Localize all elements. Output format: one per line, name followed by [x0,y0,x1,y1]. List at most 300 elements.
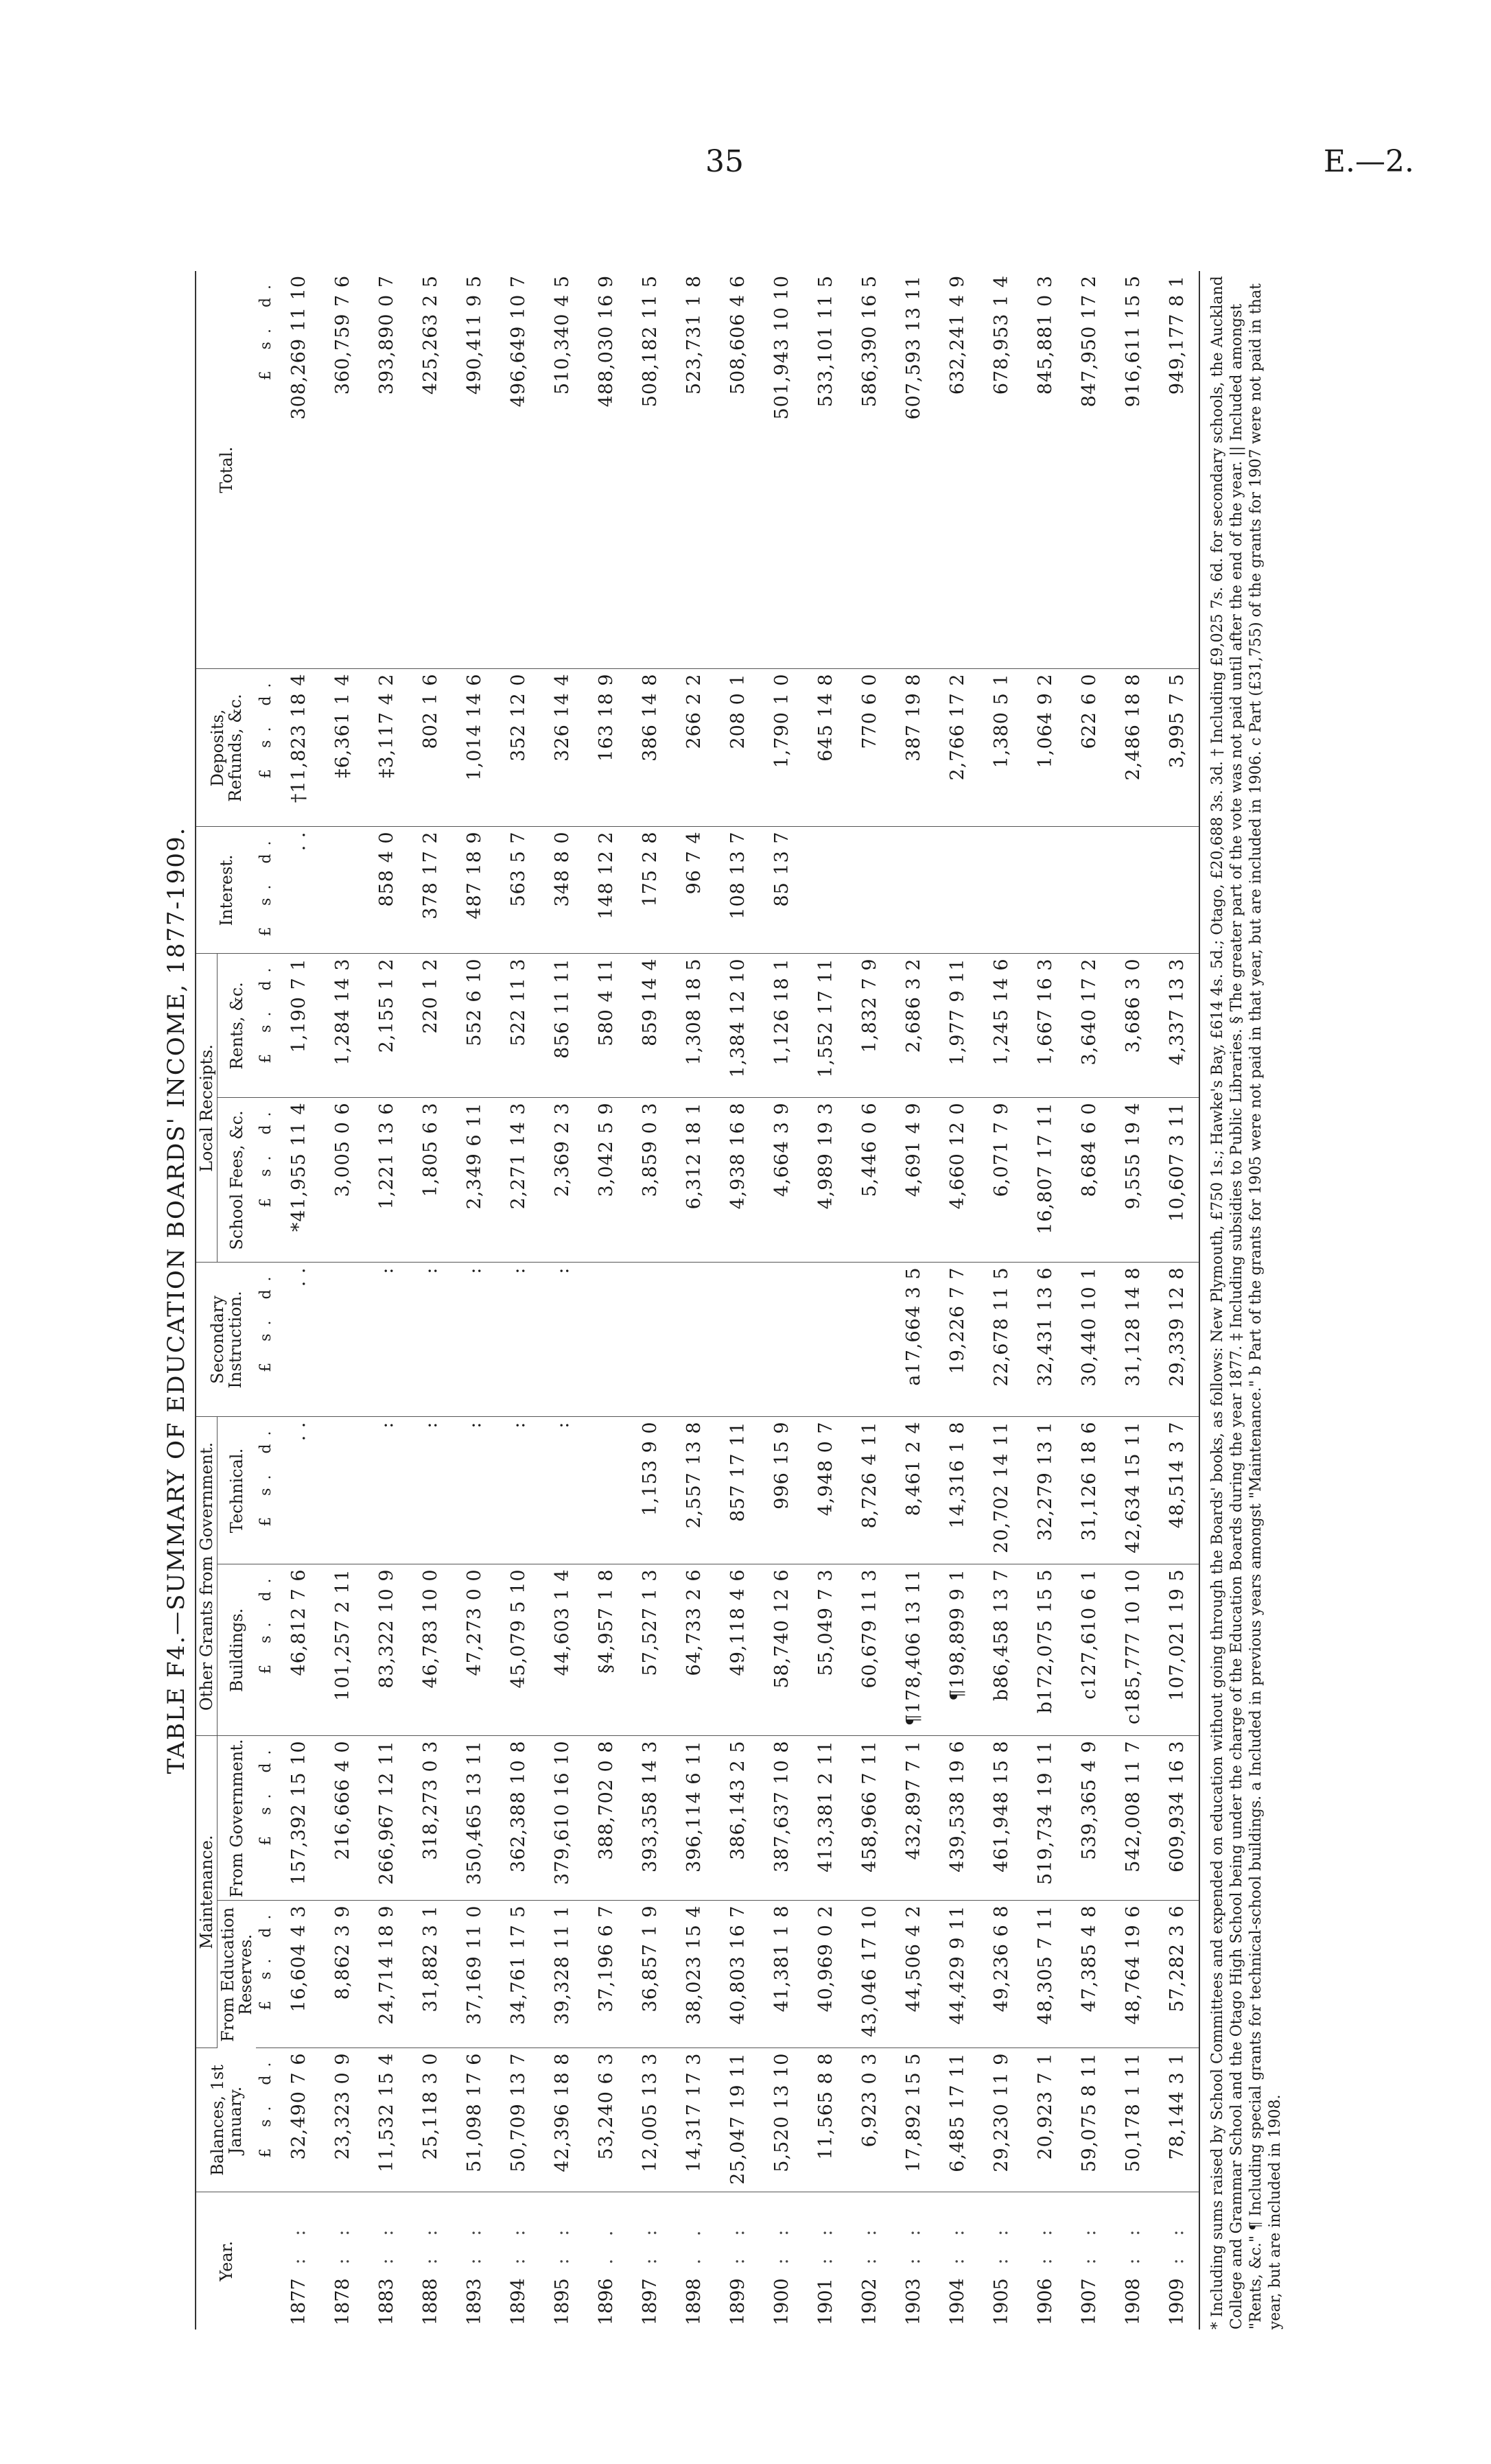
total-cell: 607,593 13 11 [891,271,935,669]
year-cell [540,2192,584,2330]
reserves-cell: 40,969 0 2 [803,1901,847,2048]
year-label: 1904 [946,2278,968,2325]
deposits-cell: 622 6 0 [1067,669,1111,827]
table-row [847,271,891,2330]
header-local-receipts: Local Receipts. [196,954,218,1263]
total-cell: 510,340 4 5 [540,271,584,669]
page-number: 35 [705,144,744,179]
secondary-cell [847,1263,891,1417]
balances-cell: 78,144 3 1 [1155,2048,1199,2192]
technical-cell: 996 15 9 [760,1417,803,1564]
table-row [277,271,320,2330]
deposits-cell: 1,014 14 6 [452,669,496,827]
header-total: Total. [196,271,256,669]
table-row [496,271,540,2330]
rents-cell: 552 6 10 [452,954,496,1098]
interest-cell [1023,827,1067,954]
year-label: 1908 [1122,2278,1144,2325]
buildings-cell: 49,118 4 6 [716,1564,760,1736]
fees-cell: 16,807 17 11 [1023,1098,1067,1263]
total-cell: 508,182 11 5 [628,271,672,669]
technical-cell: 4,948 0 7 [803,1417,847,1564]
deposits-cell: 163 18 9 [584,669,628,827]
table-row [540,271,584,2330]
table-row [979,271,1023,2330]
deposits-cell: 3,995 7 5 [1155,669,1199,827]
secondary-cell [628,1263,672,1417]
total-cell: 847,950 17 2 [1067,271,1111,669]
leader-dots: : : [331,2221,353,2265]
interest-cell [1155,827,1199,954]
fees-cell: 4,691 4 9 [891,1098,935,1263]
leader-dots: : : [375,2221,397,2265]
technical-cell: : [540,1417,584,1564]
table-row [628,271,672,2330]
header-secondary: Secondary Instruction. [196,1263,256,1417]
government-cell: 386,143 2 5 [716,1736,760,1901]
government-cell: 439,538 19 6 [935,1736,979,1901]
fees-cell: 4,938 16 8 [716,1098,760,1263]
reserves-cell: 39,328 11 1 [540,1901,584,2048]
technical-cell: 14,316 1 8 [935,1417,979,1564]
header-buildings: Buildings. [218,1564,257,1736]
balances-cell: 53,240 6 3 [584,2048,628,2192]
year-cell [1111,2192,1155,2330]
deposits-cell: 2,486 18 8 [1111,669,1155,827]
year-label: 1897 [639,2278,661,2325]
government-cell: 387,637 10 8 [760,1736,803,1901]
secondary-cell: 30,440 10 1 [1067,1263,1111,1417]
technical-cell [320,1417,364,1564]
header-school-fees: School Fees, &c. [218,1098,257,1263]
table-row [716,271,760,2330]
balances-cell: 42,396 18 8 [540,2048,584,2192]
buildings-cell: 60,679 11 3 [847,1564,891,1736]
balances-cell: 51,098 17 6 [452,2048,496,2192]
rents-cell: 522 11 3 [496,954,540,1098]
government-cell: 461,948 15 8 [979,1736,1023,1901]
leader-dots: : : [727,2221,749,2265]
table-row [935,271,979,2330]
deposits-cell: 1,380 5 1 [979,669,1023,827]
year-cell [584,2192,628,2330]
buildings-cell: 101,257 2 11 [320,1564,364,1736]
header-other-grants: Other Grants from Government. [196,1417,218,1736]
rents-cell: 856 11 11 [540,954,584,1098]
rents-cell: 2,686 3 2 [891,954,935,1098]
reserves-cell: 8,862 3 9 [320,1901,364,2048]
leader-dots: : : [946,2221,968,2265]
interest-cell [320,827,364,954]
year-cell [979,2192,1023,2330]
rents-cell: 1,190 7 1 [277,954,320,1098]
deposits-cell: 387 19 8 [891,669,935,827]
reserves-cell: 37,169 11 0 [452,1901,496,2048]
reserves-cell: 16,604 4 3 [277,1901,320,2048]
technical-cell: 8,461 2 4 [891,1417,935,1564]
reserves-cell: 48,764 19 6 [1111,1901,1155,2048]
fees-cell: 6,312 18 1 [672,1098,716,1263]
leader-dots: : : [1034,2221,1056,2265]
buildings-cell: 47,273 0 0 [452,1564,496,1736]
buildings-cell: ¶198,899 9 1 [935,1564,979,1736]
table-row [891,271,935,2330]
fees-cell: 6,071 7 9 [979,1098,1023,1263]
fees-cell: 1,805 6 3 [408,1098,452,1263]
buildings-cell: 44,603 1 4 [540,1564,584,1736]
header-from-government: From Government. [218,1736,257,1901]
government-cell: 379,610 16 10 [540,1736,584,1901]
reserves-cell: 43,046 17 10 [847,1901,891,2048]
rents-cell: 1,977 9 11 [935,954,979,1098]
reserves-cell: 49,236 6 8 [979,1901,1023,2048]
balances-cell: 50,178 1 11 [1111,2048,1155,2192]
buildings-cell: 57,527 1 3 [628,1564,672,1736]
leader-dots: : : [858,2221,880,2265]
leader-dots: : : [463,2221,485,2265]
interest-cell [935,827,979,954]
fees-cell: 10,607 3 11 [1155,1098,1199,1263]
government-cell: 432,897 7 1 [891,1736,935,1901]
government-cell: 318,273 0 3 [408,1736,452,1901]
government-cell: 216,666 4 0 [320,1736,364,1901]
deposits-cell: 208 0 1 [716,669,760,827]
reserves-cell: 24,714 18 9 [364,1901,408,2048]
technical-cell: : [452,1417,496,1564]
document-reference: E.—2. [1323,144,1414,179]
interest-cell [847,827,891,954]
year-cell [891,2192,935,2330]
total-cell: 308,269 11 10 [277,271,320,669]
footnotes: * Including sums raised by School Committees and expended on education without going through the Boards' books, as follows: New Plymouth, £750 1s.; Hawke's Bay, £614 4s. 5d.; Otago, £20,688 3s. 3d. † Including £9,025 7s. 6d. for secondary schools, the Auckland College and Grammar School and the Otago High School being under the charge of the Education Boards during the year 1877. ‡ Including subsidies to Public Libraries. § The greater part of the vote was not paid until after the end of the year. || Included amongst "Rents, &c." ¶ Including special grants for technical-school buildings. a Included in previous years amongst "Maintenance." b Part of the grants for 1905 were not paid in that year, but are included in 1906. c Part (£31,755) of the grants for 1907 were not paid in that year, but are included in 1908. [1209,276,1284,2330]
reserves-cell: 57,282 3 6 [1155,1901,1199,2048]
interest-cell [1111,827,1155,954]
buildings-cell: 58,740 12 6 [760,1564,803,1736]
fees-cell: 9,555 19 4 [1111,1098,1155,1263]
reserves-cell: 44,429 9 11 [935,1901,979,2048]
interest-cell: 487 18 9 [452,827,496,954]
government-cell: 413,381 2 11 [803,1736,847,1901]
reserves-cell: 40,803 16 7 [716,1901,760,2048]
buildings-cell: 107,021 19 5 [1155,1564,1199,1736]
secondary-cell: 19,226 7 7 [935,1263,979,1417]
fees-cell: 4,989 19 3 [803,1098,847,1263]
reserves-cell: 41,381 1 8 [760,1901,803,2048]
table-body [277,271,1199,2330]
reserves-cell: 44,506 4 2 [891,1901,935,2048]
year-label: 1899 [727,2278,749,2325]
total-cell: 632,241 4 9 [935,271,979,669]
unit-label: £ s. d. [256,1564,277,1736]
deposits-cell: 1,790 1 0 [760,669,803,827]
year-label: 1878 [331,2278,353,2325]
reserves-cell: 31,882 3 1 [408,1901,452,2048]
rents-cell: 3,686 3 0 [1111,954,1155,1098]
rents-cell: 1,832 7 9 [847,954,891,1098]
secondary-cell: 22,678 11 5 [979,1263,1023,1417]
deposits-cell: ‡3,117 4 2 [364,669,408,827]
balances-cell: 29,230 11 9 [979,2048,1023,2192]
reserves-cell: 47,385 4 8 [1067,1901,1111,2048]
interest-cell: 378 17 2 [408,827,452,954]
rents-cell: 1,308 18 5 [672,954,716,1098]
secondary-cell: . . [277,1263,320,1417]
rents-cell: 1,384 12 10 [716,954,760,1098]
total-cell: 523,731 1 8 [672,271,716,669]
fees-cell: 1,221 13 6 [364,1098,408,1263]
leader-dots: : : [814,2221,836,2265]
secondary-cell: : [364,1263,408,1417]
leader-dots: . . [683,2222,705,2265]
leader-dots: : : [1078,2221,1100,2265]
header-year: Year. [196,2192,256,2330]
rents-cell: 1,126 18 1 [760,954,803,1098]
secondary-cell: 32,431 13 6 [1023,1263,1067,1417]
fees-cell: *41,955 11 4 [277,1098,320,1263]
interest-cell: 96 7 4 [672,827,716,954]
table-row [1023,271,1067,2330]
fees-cell: 5,446 0 6 [847,1098,891,1263]
year-label: 1895 [551,2278,573,2325]
year-label: 1901 [814,2278,836,2325]
buildings-cell: b86,458 13 7 [979,1564,1023,1736]
government-cell: 393,358 14 3 [628,1736,672,1901]
balances-cell: 25,047 19 11 [716,2048,760,2192]
technical-cell: 857 17 11 [716,1417,760,1564]
technical-cell: : [364,1417,408,1564]
government-cell: 539,365 4 9 [1067,1736,1111,1901]
deposits-cell: 2,766 17 2 [935,669,979,827]
secondary-cell: 31,128 14 8 [1111,1263,1155,1417]
table-row [672,271,716,2330]
unit-label: £ s. d. [256,954,277,1098]
year-label: 1907 [1078,2278,1100,2325]
total-cell: 425,263 2 5 [408,271,452,669]
leader-dots: : : [287,2221,309,2265]
fees-cell: 3,042 5 9 [584,1098,628,1263]
leader-dots: : : [771,2221,793,2265]
table-row [1067,271,1111,2330]
fees-cell: 8,684 6 0 [1067,1098,1111,1263]
unit-label: £ s. d. [256,271,277,669]
unit-label: £ s. d. [256,1901,277,2048]
fees-cell: 4,660 12 0 [935,1098,979,1263]
government-cell: 458,966 7 11 [847,1736,891,1901]
government-cell: 157,392 15 10 [277,1736,320,1901]
technical-cell: : [496,1417,540,1564]
interest-cell: 175 2 8 [628,827,672,954]
rents-cell: 1,552 17 11 [803,954,847,1098]
year-label: 1896 [595,2278,617,2325]
unit-label: £ s. d. [256,1417,277,1564]
rents-cell: 1,667 16 3 [1023,954,1067,1098]
government-cell: 266,967 12 11 [364,1736,408,1901]
total-cell: 678,953 1 4 [979,271,1023,669]
unit-label: £ s. d. [256,1736,277,1901]
deposits-cell: 266 2 2 [672,669,716,827]
leader-dots: : : [990,2221,1012,2265]
secondary-cell [320,1263,364,1417]
deposits-cell: †11,823 18 4 [277,669,320,827]
total-cell: 360,759 7 6 [320,271,364,669]
government-cell: 388,702 0 8 [584,1736,628,1901]
buildings-cell: 55,049 7 3 [803,1564,847,1736]
unit-label: £ s. d. [256,827,277,954]
rents-cell: 4,337 13 3 [1155,954,1199,1098]
deposits-cell: 352 12 0 [496,669,540,827]
technical-cell: 31,126 18 6 [1067,1417,1111,1564]
buildings-cell: 46,812 7 6 [277,1564,320,1736]
buildings-cell: 46,783 10 0 [408,1564,452,1736]
leader-dots: : : [419,2221,441,2265]
balances-cell: 11,532 15 4 [364,2048,408,2192]
leader-dots: : : [639,2221,661,2265]
table-row [408,271,452,2330]
fees-cell: 2,271 14 3 [496,1098,540,1263]
rotated-table-block [158,271,1341,2330]
technical-cell: 8,726 4 11 [847,1417,891,1564]
table-row [584,271,628,2330]
technical-cell: 42,634 15 11 [1111,1417,1155,1564]
year-label: 1905 [990,2278,1012,2325]
secondary-cell [803,1263,847,1417]
reserves-cell: 48,305 7 11 [1023,1901,1067,2048]
total-cell: 488,030 16 9 [584,271,628,669]
year-cell [277,2192,320,2330]
rents-cell: 220 1 2 [408,954,452,1098]
year-cell [672,2192,716,2330]
fees-cell: 2,369 2 3 [540,1098,584,1263]
rents-cell: 1,245 14 6 [979,954,1023,1098]
balances-cell: 17,892 15 5 [891,2048,935,2192]
year-cell [496,2192,540,2330]
secondary-cell: : [496,1263,540,1417]
leader-dots: : : [1166,2221,1188,2265]
year-label: 1900 [771,2278,793,2325]
balances-cell: 12,005 13 3 [628,2048,672,2192]
year-label: 1902 [858,2278,880,2325]
balances-cell: 20,923 7 1 [1023,2048,1067,2192]
rents-cell: 859 14 4 [628,954,672,1098]
table-row [1111,271,1155,2330]
technical-cell: : [408,1417,452,1564]
technical-cell: . . [277,1417,320,1564]
secondary-cell [672,1263,716,1417]
year-cell [847,2192,891,2330]
year-cell [716,2192,760,2330]
header-rents: Rents, &c. [218,954,257,1098]
technical-cell: 48,514 3 7 [1155,1417,1199,1564]
deposits-cell: 386 14 8 [628,669,672,827]
balances-cell: 11,565 8 8 [803,2048,847,2192]
deposits-cell: 326 14 4 [540,669,584,827]
secondary-cell: : [452,1263,496,1417]
buildings-cell: 45,079 5 10 [496,1564,540,1736]
total-cell: 949,177 8 1 [1155,271,1199,669]
year-label: 1893 [463,2278,485,2325]
table-row [364,271,408,2330]
leader-dots: : : [551,2221,573,2265]
reserves-cell: 34,761 17 5 [496,1901,540,2048]
interest-cell [891,827,935,954]
header-maintenance: Maintenance. [196,1736,218,2048]
secondary-cell: a17,664 3 5 [891,1263,935,1417]
secondary-cell [716,1263,760,1417]
unit-label: £ s. d. [256,669,277,827]
fees-cell: 3,859 0 3 [628,1098,672,1263]
balances-cell: 23,323 0 9 [320,2048,364,2192]
year-cell [408,2192,452,2330]
year-cell [803,2192,847,2330]
unit-label: £ s. d. [256,1263,277,1417]
table-row [320,271,364,2330]
year-cell [1155,2192,1199,2330]
header-balances: Balances, 1st January. [196,2048,256,2192]
rents-cell: 1,284 14 3 [320,954,364,1098]
leader-dots: . . [595,2222,617,2265]
balances-cell: 6,923 0 3 [847,2048,891,2192]
total-cell: 496,649 10 7 [496,271,540,669]
secondary-cell: : [408,1263,452,1417]
interest-cell: 85 13 7 [760,827,803,954]
header-technical: Technical. [218,1417,257,1564]
table-title: TABLE F4.—SUMMARY OF EDUCATION BOARDS' INCOME, 1877-1909. [163,826,190,1774]
interest-cell: 348 8 0 [540,827,584,954]
interest-cell [803,827,847,954]
technical-cell: 2,557 13 8 [672,1417,716,1564]
unit-label: £ s. d. [256,2048,277,2192]
secondary-cell [760,1263,803,1417]
header-from-reserves: From Education Reserves. [218,1901,257,2048]
total-cell: 393,890 0 7 [364,271,408,669]
government-cell: 350,465 13 11 [452,1736,496,1901]
interest-cell: 108 13 7 [716,827,760,954]
buildings-cell: 64,733 2 6 [672,1564,716,1736]
rents-cell: 3,640 17 2 [1067,954,1111,1098]
technical-cell: 32,279 13 1 [1023,1417,1067,1564]
balances-cell: 59,075 8 11 [1067,2048,1111,2192]
buildings-cell: c185,777 10 10 [1111,1564,1155,1736]
year-label: 1906 [1034,2278,1056,2325]
technical-cell [584,1417,628,1564]
leader-dots: : : [1122,2221,1144,2265]
table-row [1155,271,1199,2330]
technical-cell: 1,153 9 0 [628,1417,672,1564]
table-row [803,271,847,2330]
balances-cell: 32,490 7 6 [277,2048,320,2192]
deposits-cell: 645 14 8 [803,669,847,827]
government-cell: 542,008 11 7 [1111,1736,1155,1901]
year-label: 1894 [507,2278,529,2325]
interest-cell [1067,827,1111,954]
year-cell [628,2192,672,2330]
buildings-cell: ¶178,406 13 11 [891,1564,935,1736]
government-cell: 362,388 10 8 [496,1736,540,1901]
balances-cell: 6,485 17 11 [935,2048,979,2192]
header-interest: Interest. [196,827,256,954]
secondary-cell [584,1263,628,1417]
deposits-cell: 770 6 0 [847,669,891,827]
year-label: 1888 [419,2278,441,2325]
year-cell [935,2192,979,2330]
buildings-cell: 83,322 10 9 [364,1564,408,1736]
reserves-cell: 37,196 6 7 [584,1901,628,2048]
buildings-cell: c127,610 6 1 [1067,1564,1111,1736]
year-cell [320,2192,364,2330]
year-cell [1067,2192,1111,2330]
header-deposits: Deposits, Refunds, &c. [196,669,256,827]
interest-cell: 563 5 7 [496,827,540,954]
